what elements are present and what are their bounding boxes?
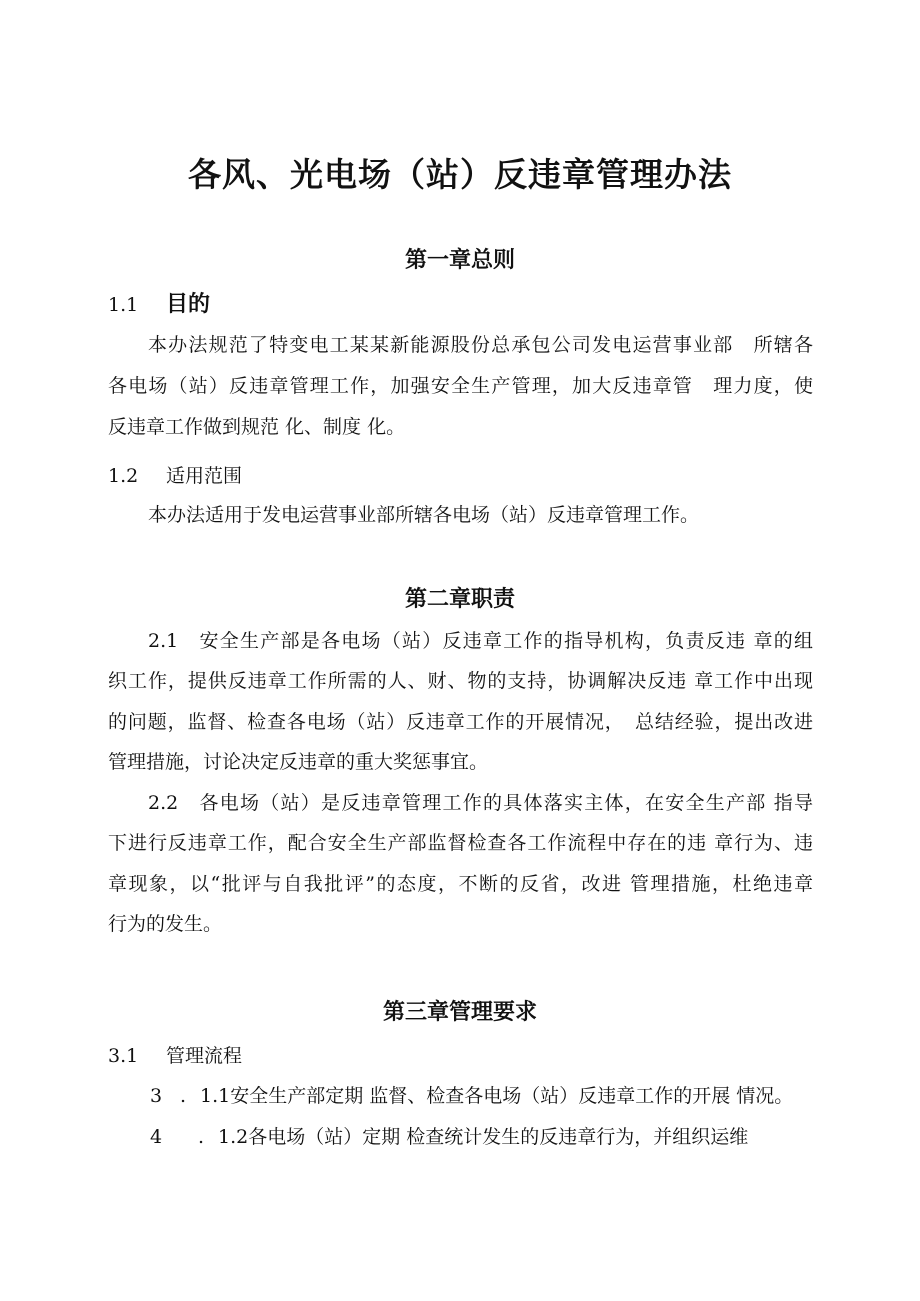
list-item-text: 1.1安全生产部定期 监督、检查各电场（站）反违章工作的开展 情况。 [200,1085,794,1107]
section-1-2-heading [108,461,242,492]
list-item-number: 3 [150,1085,163,1107]
list-item-number: 4 [150,1126,163,1148]
paragraph-number: 2.1 [148,630,179,652]
section-3-1-heading [108,1041,242,1072]
paragraph-line: 管理措施，讨论决定反违章的重大奖惩事宜。 [108,751,489,773]
paragraph-text: 各电场（站）是反违章管理工作的具体落实主体，在安全生产部 指导 [198,792,813,814]
paragraph-line: 下进行反违章工作，配合安全生产部监督检查各工作流程中存在的违 章行为、违 [108,832,813,854]
paragraph-line: 行为的发生。 [108,913,223,935]
section-label: 目的 [166,292,211,317]
paragraph-line: 本办法规范了特变电工某某新能源股份总承包公司发电运营事业部 所辖各 [148,334,813,356]
list-item-dot: . [198,1126,205,1148]
list-item [150,1122,748,1152]
list-item [150,1081,793,1111]
section-number: 1.2 [108,465,139,487]
paragraph-line: 织工作，提供反违章工作所需的人、财、物的支持，协调解决反违 章工作中出现 [108,670,813,692]
paragraph-line: 本办法适用于发电运营事业部所辖各电场（站）反违章管理工作。 [148,504,700,526]
paragraph-line: 各电场（站）反违章管理工作，加强安全生产管理，加大反违章管 理力度，使 [108,375,813,397]
section-1-1-heading [108,290,210,321]
list-item-text: 1.2各电场（站）定期 检查统计发生的反违章行为，并组织运维 [218,1126,749,1148]
list-item-dot: . [180,1085,187,1107]
paragraph-line: 章现象，以“批评与自我批评”的态度，不断的反省，改进 管理措施，杜绝违章 [108,873,813,895]
paragraph-line [148,626,813,656]
paragraph-number: 2.2 [148,792,179,814]
section-number: 3.1 [108,1045,139,1067]
document-title: 各风、光电场（站）反违章管理办法 [188,155,732,194]
paragraph-line [148,788,813,818]
section-label: 管理流程 [166,1045,243,1067]
paragraph-line: 的问题，监督、检查各电场（站）反违章工作的开展情况， 总结经验，提出改进 [108,711,813,733]
section-label: 适用范围 [166,465,243,487]
chapter-2-heading: 第二章职责 [404,587,515,612]
chapter-3-heading: 第三章管理要求 [382,1000,537,1025]
paragraph-text: 安全生产部是各电场（站）反违章工作的指导机构，负责反违 章的组 [198,630,813,652]
paragraph-line: 反违章工作做到规范 化、制度 化。 [108,416,406,438]
section-number: 1.1 [108,294,139,316]
chapter-1-heading: 第一章总则 [404,248,515,273]
